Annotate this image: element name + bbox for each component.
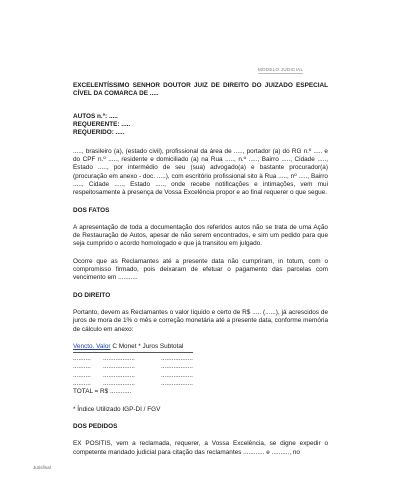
fatos-paragraph-2: Ocorre que as Reclamantes até a presente data não cumpriram, in totum, com o compromisso firmado, pois deixaram de efetuar o pagamento das parcelas com vencimento em ........... — [73, 257, 328, 282]
section-fatos-title: DOS FATOS — [73, 206, 110, 214]
calc-header-rest: C Monet * Juros Subtotal — [110, 342, 184, 350]
calc-cell: .................. — [103, 380, 135, 388]
section-pedidos-title: DOS PEDIDOS — [73, 422, 118, 430]
document-body — [73, 82, 328, 457]
document-heading: EXCELENTÍSSIMO SENHOR DOUTOR JUIZ DE DIREITO DO JUIZADO ESPECIAL CÍVEL DA COMARCA DE ..... — [73, 82, 328, 98]
calc-row — [73, 355, 328, 363]
calc-cell: .................. — [103, 355, 135, 363]
pedidos-paragraph-1: EX POSITIS, vem a reclamada, requerer, a Vossa Excelência, se digne expedir o competente mandado judicial para citação das reclamantes ............ e .........., no — [73, 440, 328, 456]
calc-cell: .......... — [73, 371, 91, 379]
calc-cell: .......... — [73, 355, 91, 363]
calc-cell: .................. — [161, 363, 193, 371]
calc-row — [73, 372, 328, 380]
calc-cell: .................. — [161, 355, 193, 363]
calc-header — [73, 343, 328, 351]
calc-cell: .......... — [73, 380, 91, 388]
intro-paragraph: ....., brasileiro (a), (estado civil), profissional da área de ....., portador (a) do RG n.º ..... e do CPF n.º ....., residente e domiciliado (a) na Rua ....., n.º ....., Bairro ....., Cidade ....., Estado ....., por intermédio de seu (sua) advogado(a) e bastante procurador(a) (procuração em anexo - doc. .....), com escritório profissional sito à Rua ....., nº ....., Bairro ....., Cidade ....., Estado ....., onde recebe notificações e intimações, vem mui respeitosamente à presença de Vossa Excelência propor e ao final requerer o que segue. — [73, 147, 328, 197]
calc-table — [73, 355, 328, 388]
calc-cell: .................. — [103, 371, 135, 379]
calc-cell: .......... — [73, 363, 91, 371]
calc-total: TOTAL = R$ ............ — [73, 388, 132, 396]
case-block — [73, 113, 328, 138]
fatos-paragraph-1: A apresentação de toda a documentação dos referidos autos não se trata de uma Ação de Restauração de Autos, apesar de não serem encontrados, e sim um pedido para que seja cumprido o acordo homologado e que já transitou em julgado. — [73, 223, 328, 248]
calc-header-link[interactable]: Vencto. Valor — [73, 342, 111, 350]
document-stamp: MODELO JUDICIAL — [258, 67, 304, 72]
case-requerido: REQUERIDO: ..... — [73, 129, 125, 137]
case-requerente: REQUERENTE: ..... — [73, 121, 131, 128]
calc-note: * Índice Utilizado IGP-DI / FGV — [73, 405, 161, 413]
calc-cell: .................. — [161, 380, 193, 388]
calc-row — [73, 363, 328, 371]
calc-cell: .................. — [161, 371, 193, 379]
section-direito-title: DO DIREITO — [73, 291, 111, 299]
footer-brand: Jurisfinal — [33, 465, 51, 470]
calc-cell: .................. — [103, 363, 135, 371]
direito-paragraph-1: Portanto, devem as Reclamantes o valor líquido e certo de R$ ..... (......), já acrescidos de juros de mora de 1% o mês e correção monetária até a presente data, conforme memória de cálculo em anexo: — [73, 308, 328, 333]
calc-divider — [73, 352, 193, 353]
calc-row — [73, 380, 328, 388]
case-autos: AUTOS n.º: ..... — [73, 112, 118, 120]
